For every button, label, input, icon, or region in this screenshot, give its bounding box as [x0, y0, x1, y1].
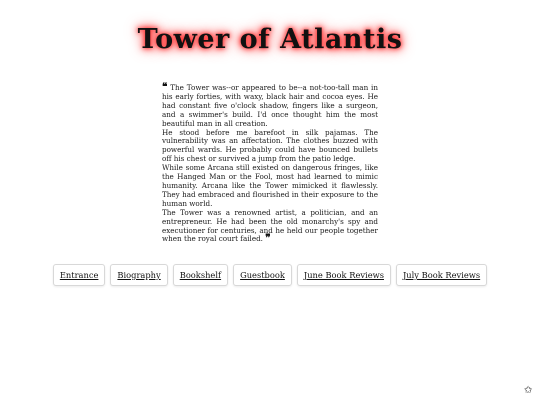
nav-june-book-reviews-button[interactable]: June Book Reviews	[297, 264, 391, 286]
quote-close-icon: ❞	[265, 233, 271, 245]
quote-paragraph	[162, 84, 378, 129]
quote-block	[162, 84, 378, 244]
quote-text: The Tower was--or appeared to be--a not-too-tall man in his early forties, with waxy, black hair and cocoa eyes. He had constant five o'clock shadow, fingers like a surgeon, and a swimmer's build. I'd once thought him the most beautiful man in all creation.	[162, 83, 378, 128]
site-title: Tower of Atlantis	[137, 24, 403, 55]
nav-july-book-reviews-button[interactable]: July Book Reviews	[396, 264, 487, 286]
nav-biography-button[interactable]: Biography	[110, 264, 167, 286]
nav-bookshelf-button[interactable]: Bookshelf	[173, 264, 228, 286]
quote-text: The Tower was a renowned artist, a politician, and an entrepreneur. He had been the old monarchy's spy and executioner for centuries, and he held our people together when the royal court failed.	[162, 207, 378, 244]
quote-text: He stood before me barefoot in silk pajamas. The vulnerability was an affectation. The clothes buzzed with powerful wards. He probably could have bounced bullets off his chest or survived a jump from the patio ledge.	[162, 127, 378, 164]
quote-open-icon: ❝	[162, 82, 168, 93]
quote-paragraph	[162, 129, 378, 165]
star-icon[interactable]: ✩	[524, 385, 533, 396]
nav-entrance-button[interactable]: Entrance	[53, 264, 106, 286]
nav-guestbook-button[interactable]: Guestbook	[233, 264, 292, 286]
main-nav	[0, 264, 540, 286]
quote-paragraph	[162, 209, 378, 245]
quote-text: While some Arcana still existed on dangerous fringes, like the Hanged Man or the Fool, most had learned to mimic humanity. Arcana like the Tower mimicked it flawlessly. They had embraced and flourished in their exposure to the human world.	[162, 163, 378, 208]
quote-paragraph	[162, 164, 378, 209]
